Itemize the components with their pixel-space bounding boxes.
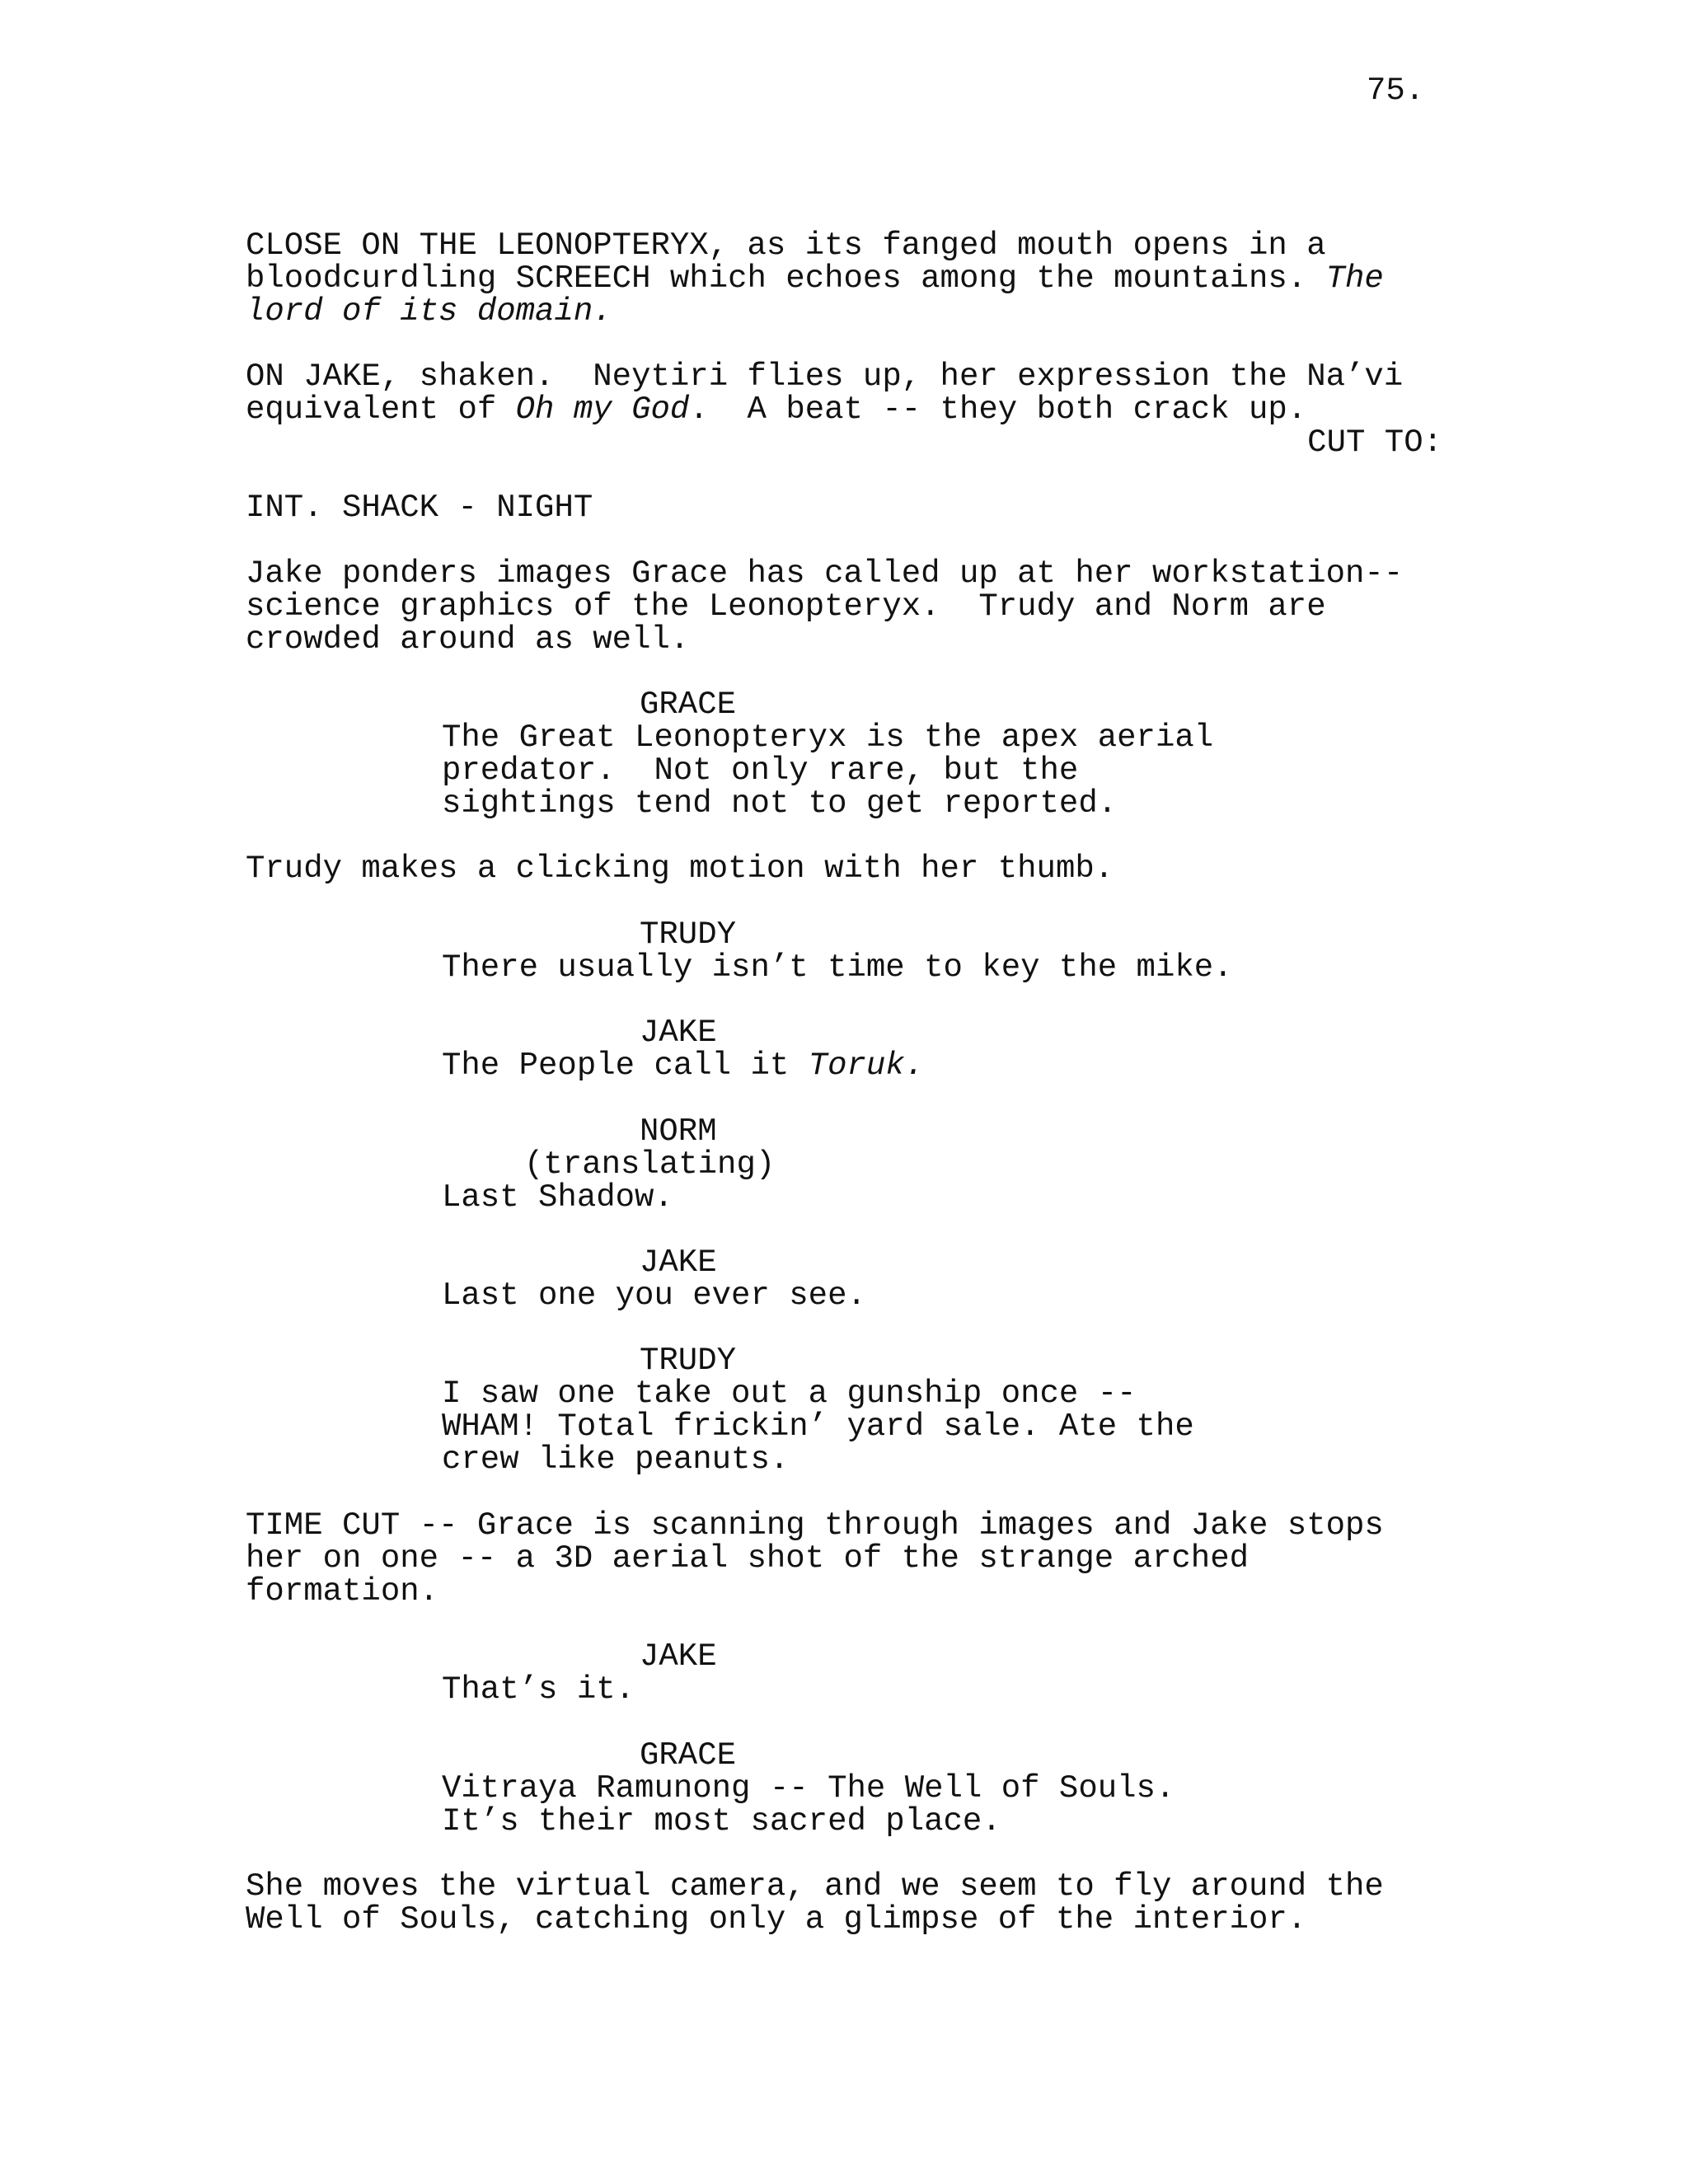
dialogue-line: sightings tend not to get reported.	[442, 785, 1118, 822]
dialogue-line: Last Shadow.	[442, 1179, 673, 1216]
action-line: Well of Souls, catching only a glimpse of the interior.	[246, 1901, 1307, 1938]
italic-text: Oh my God	[515, 391, 690, 428]
dialogue-line: I saw one take out a gunship once --	[442, 1376, 1137, 1412]
italic-text: The	[1325, 260, 1384, 297]
character-name: TRUDY	[640, 916, 737, 953]
action-line: equivalent of Oh my God. A beat -- they both crack up.	[246, 391, 1307, 428]
dialogue-line: predator. Not only rare, but the	[442, 752, 1079, 789]
action-line: Trudy makes a clicking motion with her thumb.	[246, 851, 1114, 887]
character-name: JAKE	[640, 1638, 717, 1675]
dialogue-line: The Great Leonopteryx is the apex aerial	[442, 719, 1214, 756]
dialogue-line: crew like peanuts.	[442, 1441, 790, 1478]
page-number: 75.	[1367, 73, 1425, 109]
character-name: GRACE	[640, 1737, 737, 1774]
dialogue-line: There usually isn’t time to key the mike.	[442, 949, 1233, 986]
action-line: TIME CUT -- Grace is scanning through images and Jake stops	[246, 1507, 1384, 1544]
action-line: formation.	[246, 1573, 439, 1610]
dialogue-line: The People call it Toruk.	[442, 1047, 925, 1084]
dialogue-line: WHAM! Total frickin’ yard sale. Ate the	[442, 1408, 1194, 1445]
action-line-italic: lord of its domain.	[246, 293, 612, 330]
dialogue-line: It’s their most sacred place.	[442, 1803, 1001, 1840]
character-name: GRACE	[640, 687, 737, 723]
action-line: science graphics of the Leonopteryx. Trudy and Norm are	[246, 588, 1326, 625]
character-name: JAKE	[640, 1015, 717, 1051]
action-line: crowded around as well.	[246, 621, 690, 658]
action-line: She moves the virtual camera, and we seem to fly around the	[246, 1868, 1384, 1905]
italic-text: Toruk.	[808, 1047, 925, 1084]
character-name: JAKE	[640, 1244, 717, 1281]
dialogue-line: Last one you ever see.	[442, 1277, 866, 1314]
transition: CUT TO:	[1307, 424, 1442, 461]
scene-heading: INT. SHACK - NIGHT	[246, 490, 593, 526]
dialogue-line: That’s it.	[442, 1671, 635, 1708]
parenthetical: (translating)	[524, 1146, 776, 1183]
dialogue-line: Vitraya Ramunong -- The Well of Souls.	[442, 1770, 1175, 1807]
action-line: CLOSE ON THE LEONOPTERYX, as its fanged mouth opens in a	[246, 227, 1326, 264]
character-name: NORM	[640, 1113, 717, 1150]
action-line: Jake ponders images Grace has called up at her workstation--	[246, 555, 1404, 592]
action-line: her on one -- a 3D aerial shot of the strange arched	[246, 1540, 1249, 1577]
character-name: TRUDY	[640, 1343, 737, 1379]
action-line: bloodcurdling SCREECH which echoes among the mountains. The	[246, 260, 1384, 297]
action-line: ON JAKE, shaken. Neytiri flies up, her expression the Na’vi	[246, 359, 1404, 395]
